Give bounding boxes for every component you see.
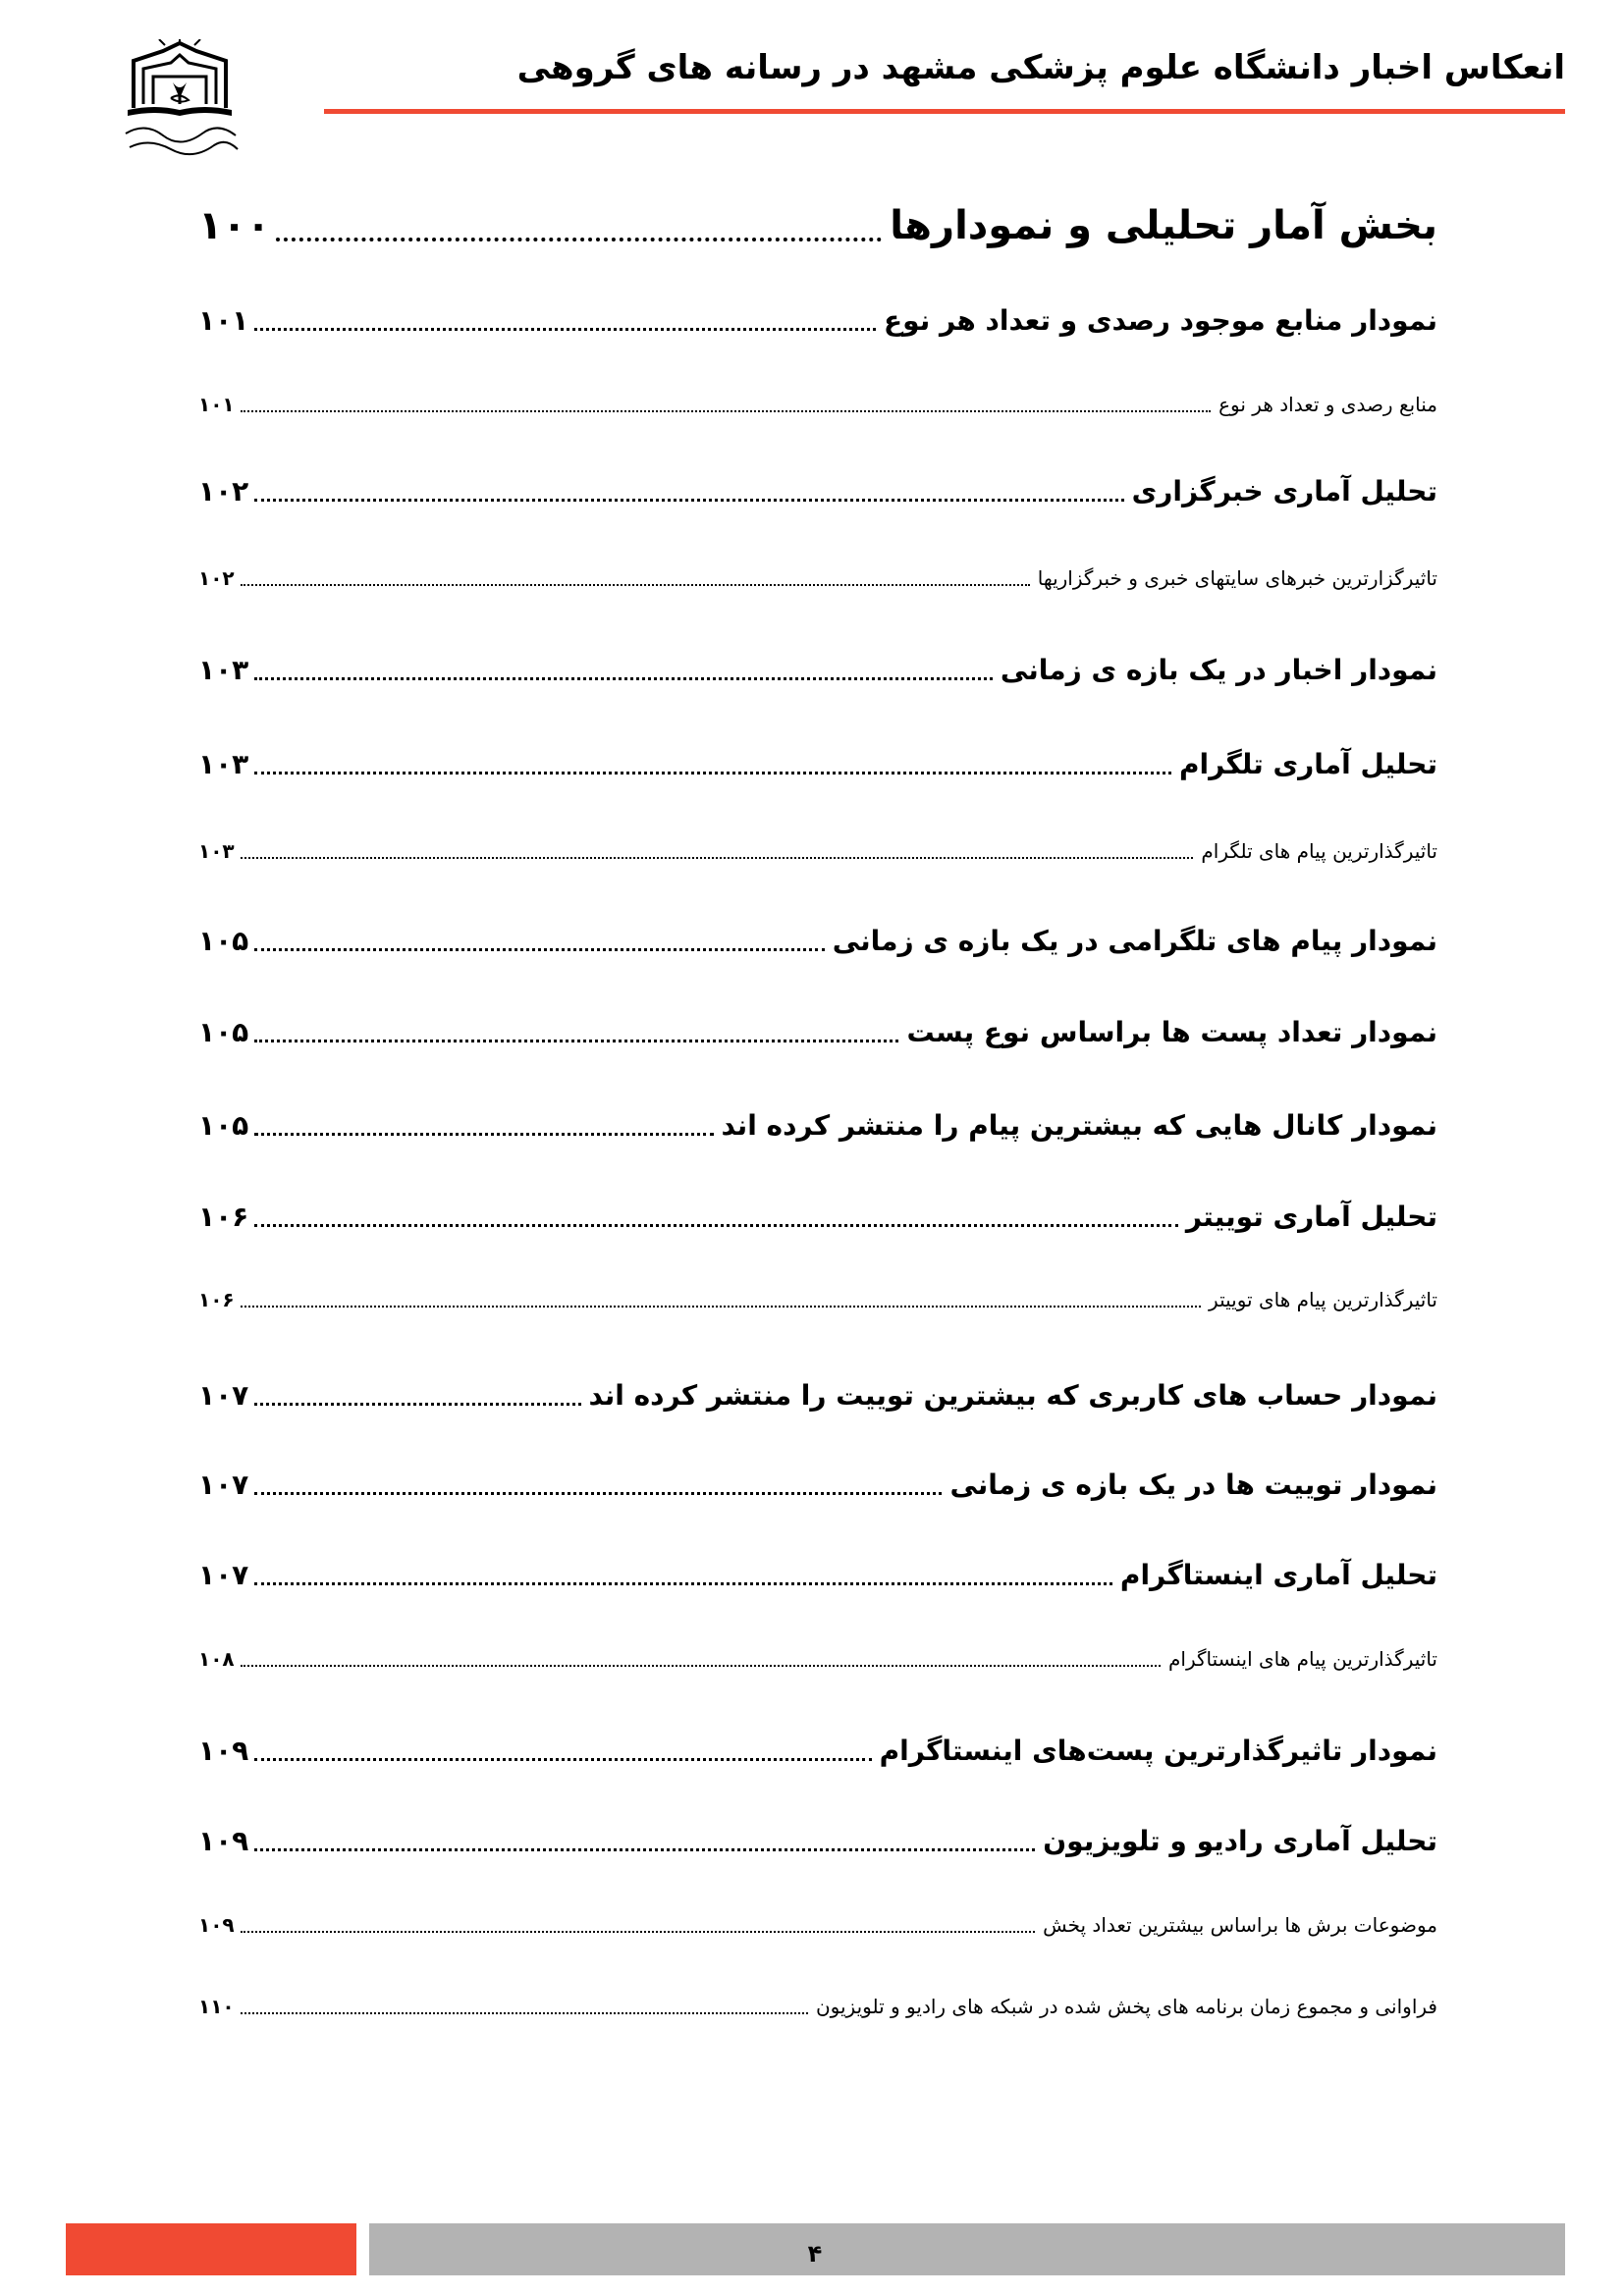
toc-entry-title: تاثیرگذارترین پیام های اینستاگرام	[1168, 1647, 1437, 1671]
footer-bar	[369, 2223, 1565, 2275]
toc-entry-title: فراوانی و مجموع زمان برنامه های پخش شده در شبکه های رادیو و تلویزیون	[815, 1995, 1437, 2018]
toc-entry-title: نمودار اخبار در یک بازه ی زمانی	[1000, 654, 1437, 686]
toc-dot-leader	[254, 1582, 1112, 1585]
toc-page-number: ۱۱۰	[198, 1995, 235, 2018]
toc-entry[interactable]	[198, 1376, 1437, 1415]
toc-entry[interactable]	[198, 562, 1437, 594]
toc-page-number: ۱۰۹	[198, 1735, 249, 1767]
toc-dot-leader	[254, 1492, 942, 1495]
toc-entry[interactable]	[198, 1013, 1437, 1052]
toc-entry-title: نمودار کانال هایی که بیشترین پیام را منتشر کرده اند	[721, 1109, 1437, 1142]
toc-dot-leader	[254, 677, 993, 680]
toc-entry[interactable]	[198, 651, 1437, 690]
toc-entry-title: موضوعات برش ها براساس بیشترین تعداد پخش	[1043, 1913, 1437, 1937]
toc-entry[interactable]	[198, 1556, 1437, 1595]
toc-entry-title: تاثیرگزارترین خبرهای سایتهای خبری و خبرگزاریها	[1037, 566, 1437, 590]
document-header-title: انعکاس اخبار دانشگاه علوم پزشکی مشهد در رسانه های گروهی	[516, 48, 1565, 87]
toc-dot-leader	[241, 1931, 1035, 1933]
toc-entry-title: بخش آمار تحلیلی و نمودارها	[890, 203, 1437, 248]
toc-entry-title: نمودار منابع موجود رصدی و تعداد هر نوع	[884, 304, 1437, 337]
toc-entry-title: تحلیل آماری تلگرام	[1178, 748, 1437, 780]
footer-accent-bar	[66, 2223, 356, 2275]
toc-page-number: ۱۰۵	[198, 925, 249, 957]
toc-page-number: ۱۰۱	[198, 393, 235, 416]
toc-entry-title: تاثیرگذارترین پیام های توییتر	[1209, 1288, 1437, 1311]
toc-entry[interactable]	[198, 1909, 1437, 1941]
toc-entry-title: تحلیل آماری خبرگزاری	[1131, 475, 1437, 507]
toc-entry[interactable]	[198, 835, 1437, 867]
university-seal-logo	[116, 39, 244, 167]
toc-entry-title: تحلیل آماری اینستاگرام	[1119, 1559, 1437, 1591]
toc-page-number: ۱۰۷	[198, 1379, 249, 1412]
toc-entry[interactable]	[198, 1106, 1437, 1146]
header-divider	[324, 109, 1565, 114]
toc-dot-leader	[254, 1133, 713, 1136]
toc-dot-leader	[254, 1758, 871, 1761]
toc-dot-leader	[254, 948, 825, 951]
toc-dot-leader	[254, 1040, 898, 1042]
toc-page-number: ۱۰۹	[198, 1913, 235, 1937]
toc-entry-title: منابع رصدی و تعداد هر نوع	[1218, 393, 1437, 416]
toc-page-number: ۱۰۷	[198, 1468, 249, 1501]
toc-page-number: ۱۰۳	[198, 748, 249, 780]
toc-page-number: ۱۰۵	[198, 1016, 249, 1048]
toc-entry[interactable]	[198, 745, 1437, 784]
toc-entry[interactable]	[198, 1643, 1437, 1675]
toc-page-number: ۱۰۹	[198, 1825, 249, 1857]
toc-entry[interactable]	[198, 301, 1437, 341]
toc-entry[interactable]	[198, 1198, 1437, 1237]
toc-page-number: ۱۰۲	[198, 566, 235, 590]
toc-entry-title: تحلیل آماری رادیو و تلویزیون	[1043, 1825, 1437, 1857]
toc-entry[interactable]	[198, 1822, 1437, 1861]
toc-dot-leader	[254, 1224, 1178, 1227]
toc-page-number: ۱۰۳	[198, 654, 249, 686]
toc-dot-leader	[241, 410, 1211, 412]
toc-entry-title: تحلیل آماری توییتر	[1185, 1201, 1437, 1233]
toc-entry[interactable]	[198, 922, 1437, 961]
toc-entry[interactable]	[198, 1991, 1437, 2022]
toc-entry-title: نمودار پیام های تلگرامی در یک بازه ی زمانی	[832, 925, 1437, 957]
toc-entry-title: نمودار حساب های کاربری که بیشترین توییت را منتشر کرده اند	[588, 1379, 1437, 1412]
toc-dot-leader	[254, 328, 876, 331]
toc-dot-leader	[254, 1403, 580, 1406]
toc-dot-leader	[241, 584, 1030, 586]
toc-dot-leader	[254, 499, 1123, 502]
toc-page-number: ۱۰۱	[198, 304, 249, 337]
toc-entry[interactable]	[198, 1732, 1437, 1771]
toc-dot-leader	[241, 857, 1194, 859]
toc-dot-leader	[241, 2012, 808, 2014]
toc-entry-title: نمودار تاثیرگذارترین پست‌های اینستاگرام	[879, 1735, 1437, 1767]
toc-page-number: ۱۰۵	[198, 1109, 249, 1142]
toc-page-number: ۱۰۷	[198, 1559, 249, 1591]
toc-dot-leader	[254, 772, 1171, 774]
toc-page-number: ۱۰۶	[198, 1201, 249, 1233]
toc-entry[interactable]	[198, 198, 1437, 253]
toc-entry-title: نمودار تعداد پست ها براساس نوع پست	[906, 1016, 1437, 1048]
toc-entry[interactable]	[198, 472, 1437, 511]
toc-entry-title: نمودار توییت ها در یک بازه ی زمانی	[949, 1468, 1437, 1501]
toc-page-number: ۱۰۰	[198, 203, 271, 248]
toc-entry-title: تاثیرگذارترین پیام های تلگرام	[1201, 839, 1437, 863]
toc-page-number: ۱۰۲	[198, 475, 249, 507]
toc-page-number: ۱۰۸	[198, 1647, 235, 1671]
toc-entry[interactable]	[198, 1284, 1437, 1315]
toc-page-number: ۱۰۶	[198, 1288, 235, 1311]
toc-entry[interactable]	[198, 1466, 1437, 1505]
toc-entry[interactable]	[198, 389, 1437, 420]
toc-dot-leader	[254, 1848, 1035, 1851]
toc-dot-leader	[241, 1306, 1201, 1308]
toc-dot-leader	[276, 238, 882, 241]
toc-page-number: ۱۰۳	[198, 839, 235, 863]
toc-dot-leader	[241, 1665, 1161, 1667]
page-number: ۴	[807, 2240, 823, 2268]
